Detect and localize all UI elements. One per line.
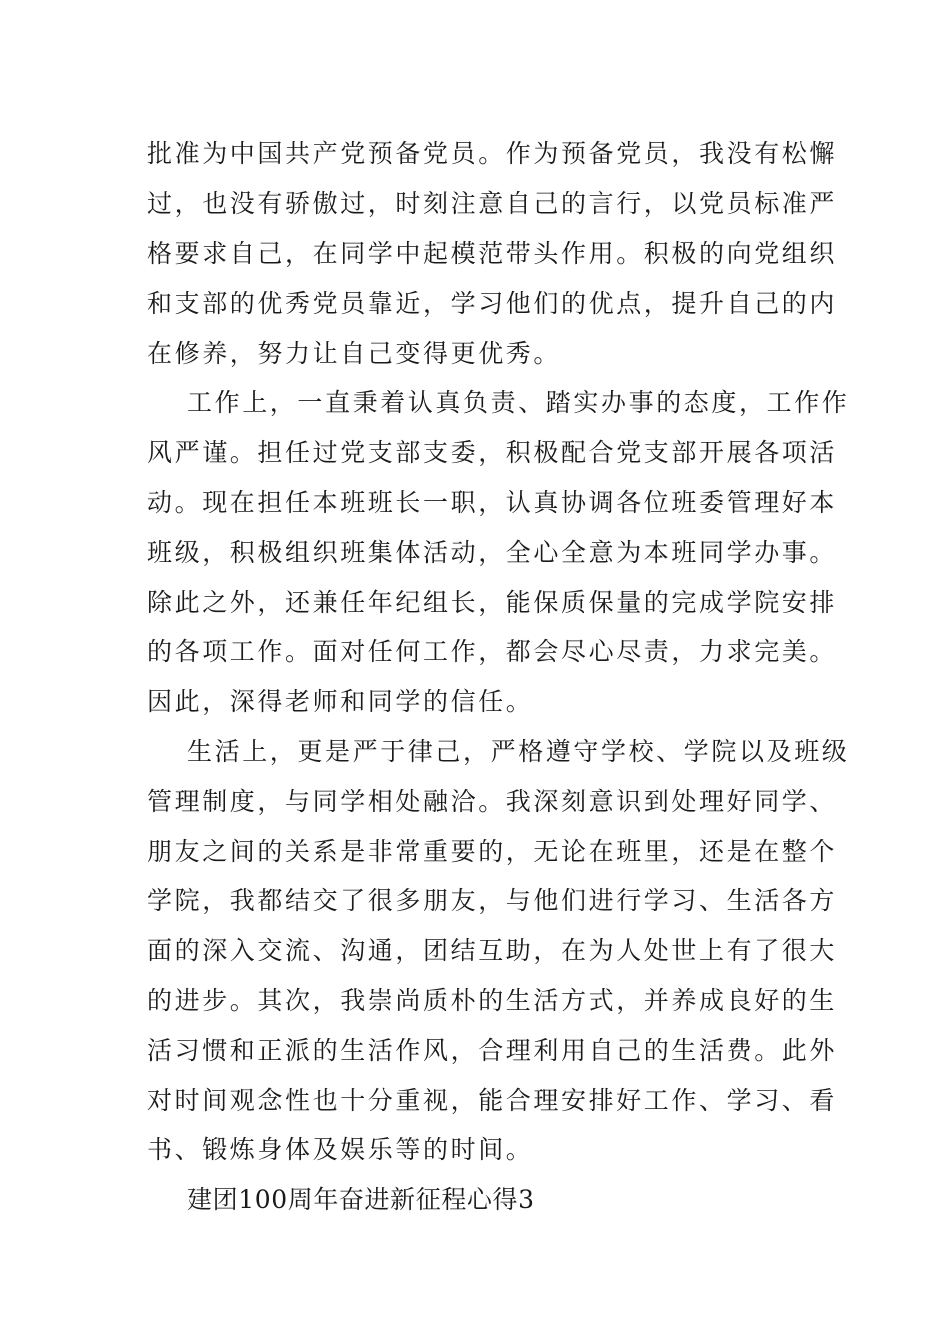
text-line: 因此，深得老师和同学的信任。 <box>147 687 534 716</box>
text-line: 除此之外，还兼任年纪组长，能保质保量的完成学院安排 <box>147 588 838 617</box>
text-line: 学院，我都结交了很多朋友，与他们进行学习、生活各方 <box>147 886 838 915</box>
text-line: 活习惯和正派的生活作风，合理利用自己的生活费。此外 <box>147 1036 838 1065</box>
text-line: 书、锻炼身体及娱乐等的时间。 <box>147 1135 534 1164</box>
text-line: 风严谨。担任过党支部支委，积极配合党支部开展各项活 <box>147 438 838 467</box>
text-line: 面的深入交流、沟通，团结互助，在为人处世上有了很大 <box>147 936 838 965</box>
text-line: 生活上，更是严于律己，严格遵守学校、学院以及班级 <box>187 737 850 766</box>
text-line: 的各项工作。面对任何工作，都会尽心尽责，力求完美。 <box>147 637 838 666</box>
text-line: 的进步。其次，我崇尚质朴的生活方式，并养成良好的生 <box>147 986 838 1015</box>
text-line: 格要求自己，在同学中起模范带头作用。积极的向党组织 <box>147 239 838 268</box>
text-line: 过，也没有骄傲过，时刻注意自己的言行，以党员标准严 <box>147 189 838 218</box>
text-line: 在修养，努力让自己变得更优秀。 <box>147 339 562 368</box>
text-line: 管理制度，与同学相处融洽。我深刻意识到处理好同学、 <box>147 787 838 816</box>
text-line: 工作上，一直秉着认真负责、踏实办事的态度，工作作 <box>187 388 850 417</box>
text-line: 朋友之间的关系是非常重要的，无论在班里，还是在整个 <box>147 837 838 866</box>
text-line: 动。现在担任本班班长一职，认真协调各位班委管理好本 <box>147 488 838 517</box>
text-line: 和支部的优秀党员靠近，学习他们的优点，提升自己的内 <box>147 289 838 318</box>
text-line: 班级，积极组织班集体活动，全心全意为本班同学办事。 <box>147 538 838 567</box>
text-line: 批准为中国共产党预备党员。作为预备党员，我没有松懈 <box>147 139 838 168</box>
section-heading: 建团100周年奋进新征程心得3 <box>187 1185 535 1214</box>
text-line: 对时间观念性也十分重视，能合理安排好工作、学习、看 <box>147 1086 838 1115</box>
